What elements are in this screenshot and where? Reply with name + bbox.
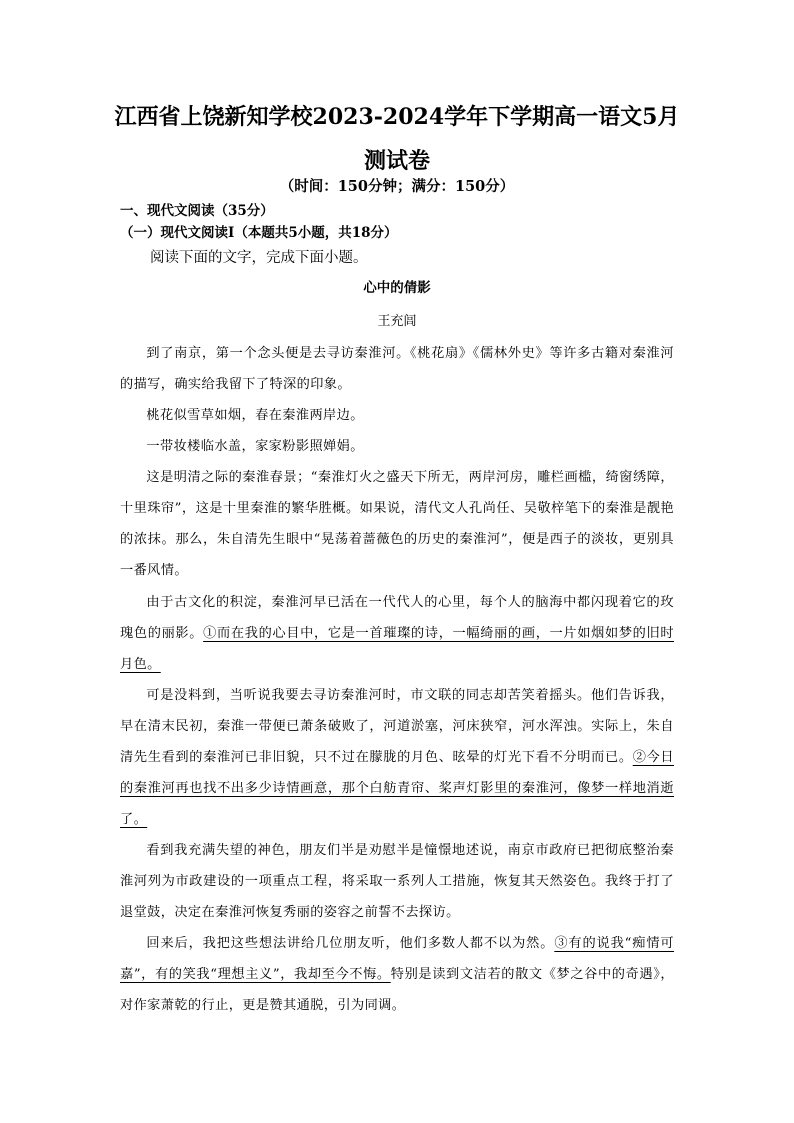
paragraph-text: 特别是读到文洁若的散文《梦之谷中的奇遇》，对作家萧乾的行止，更是赞其通脱，引为同调。: [120, 967, 674, 1013]
article-paragraph-4: 这是明清之际的秦淮春景；“秦淮灯火之盛天下所无，两岸河房，雕栏画槛，绮窗绣障，十里珠帘”，这是十里秦淮的繁华胜概。如果说，清代文人孔尚任、吴敬梓笔下的秦淮是靓艳的浓抹。那么，朱自清先生眼中“晃荡着蔷薇色的历史的秦淮河”，便是西子的淡妆，更别具一番风情。: [120, 470, 674, 578]
article-paragraph-8: [120, 928, 674, 1021]
exam-title-line-2: 测试卷: [363, 148, 430, 174]
article-paragraph-7: 看到我充满失望的神色，朋友们半是劝慰半是憧憬地述说，南京市政府已把彻底整治秦淮河列为市政建设的一项重点工程，将采取一系列人工措施，恢复其天然姿色。我终于打了退堂鼓，决定在秦淮河恢复秀丽的姿容之前誓不去探访。: [120, 843, 674, 920]
reading-instruction: 阅读下面的文字，完成下面小题。: [150, 250, 368, 266]
underlined-sentence-1: ①而在我的心目中，它是一首璀璨的诗，一幅绮丽的画，一片如烟如梦的旧时月色。: [120, 626, 674, 672]
paragraph-text: 可是没料到，当听说我要去寻访秦淮河时，市文联的同志却苦笑着摇头。他们告诉我，早在清末民初，秦淮一带便已萧条破败了，河道淤塞，河床狭窄，河水浑浊。实际上，朱自清先生看到的秦淮河已非旧貌，只不过在朦胧的月色、昡晕的灯光下看不分明而已。: [120, 688, 674, 765]
exam-info: （时间：150分钟；满分：150分）: [279, 178, 515, 195]
underlined-sentence-3: ③有的说我“痴情可嘉”，有的笑我“理想主义”，我却至今不悔。: [120, 936, 675, 982]
article-paragraph-2: 桃花似雪草如烟，春在秦淮两岸边。: [146, 408, 364, 423]
underlined-sentence-2: ②今日的秦淮河再也找不出多少诗情画意，那个白舫青帘、桨声灯影里的秦淮河，像梦一样地消逝了。: [120, 750, 675, 827]
article-author: 王充闾: [377, 314, 417, 329]
paragraph-text: 回来后，我把这些想法讲给几位朋友听，他们多数人都不以为然。: [146, 936, 555, 951]
exam-title-line-1: 江西省上饶新知学校2023-2024学年下学期高一语文5月: [114, 104, 680, 130]
article-title: 心中的倩影: [363, 280, 431, 296]
paragraph-text: 由于古文化的积淀，秦淮河早已活在一代代人的心里，每个人的脑海中都闪现着它的玫瑰色的丽影。: [120, 595, 674, 641]
article-paragraph-3: 一带妆楼临水盖，家家粉影照婵娟。: [146, 439, 364, 454]
article-paragraph-5: [120, 587, 674, 680]
subsection-heading: （一）现代文阅读Ⅰ（本题共5小题，共18分）: [120, 225, 398, 241]
article-paragraph-1: 到了南京，第一个念头便是去寻访秦淮河。《桃花扇》《儒林外史》等许多古籍对秦淮河的描写，确实给我留下了特深的印象。: [120, 346, 674, 392]
article-paragraph-6: [120, 680, 674, 835]
section-heading: 一、现代文阅读（35分）: [120, 203, 274, 219]
